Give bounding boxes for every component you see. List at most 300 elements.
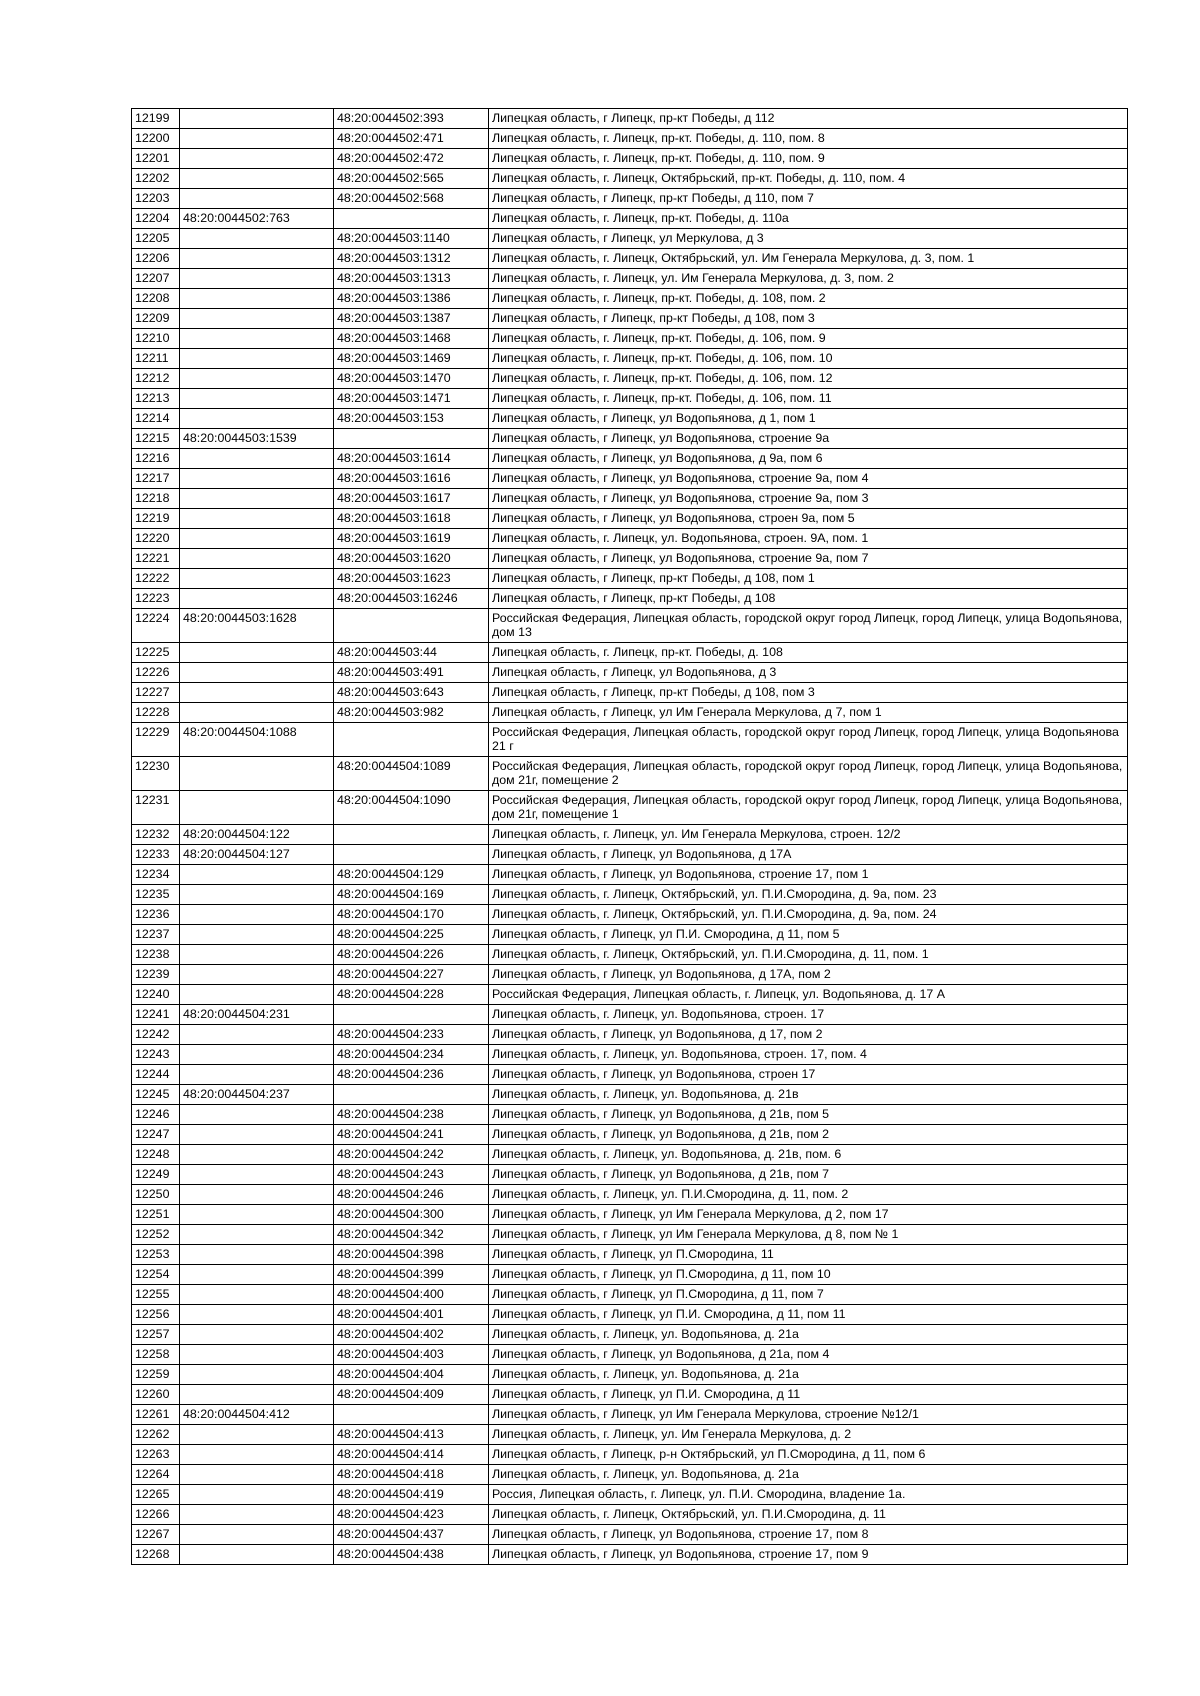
row-number-cell: 12257 (132, 1325, 180, 1345)
table-row (132, 1265, 1128, 1285)
parcel-number-cell (180, 1185, 334, 1205)
object-number-cell: 48:20:0044504:227 (334, 965, 489, 985)
parcel-number-cell (180, 1285, 334, 1305)
parcel-number-cell (180, 1465, 334, 1485)
parcel-number-cell (180, 249, 334, 269)
parcel-number-cell: 48:20:0044504:237 (180, 1085, 334, 1105)
parcel-number-cell (180, 469, 334, 489)
object-number-cell: 48:20:0044504:236 (334, 1065, 489, 1085)
address-cell: Российская Федерация, Липецкая область, городской округ город Липецк, город Липецк, улица Водопьянова 21 г (489, 723, 1128, 757)
row-number-cell: 12226 (132, 663, 180, 683)
table-row (132, 409, 1128, 429)
address-cell: Липецкая область, г. Липецк, Октябрьский, ул. Им Генерала Меркулова, д. 3, пом. 1 (489, 249, 1128, 269)
address-cell: Липецкая область, г Липецк, ул Меркулова, д 3 (489, 229, 1128, 249)
row-number-cell: 12207 (132, 269, 180, 289)
object-number-cell: 48:20:0044503:1312 (334, 249, 489, 269)
table-row (132, 965, 1128, 985)
parcel-number-cell (180, 269, 334, 289)
row-number-cell: 12239 (132, 965, 180, 985)
parcel-number-cell (180, 369, 334, 389)
parcel-number-cell: 48:20:0044504:231 (180, 1005, 334, 1025)
parcel-number-cell (180, 1245, 334, 1265)
parcel-number-cell (180, 129, 334, 149)
address-cell: Липецкая область, г. Липецк, ул. Водопьянова, д. 21в, пом. 6 (489, 1145, 1128, 1165)
parcel-number-cell (180, 289, 334, 309)
object-number-cell (334, 825, 489, 845)
table-row (132, 509, 1128, 529)
parcel-number-cell (180, 865, 334, 885)
parcel-number-cell (180, 1225, 334, 1245)
object-number-cell: 48:20:0044504:437 (334, 1525, 489, 1545)
object-number-cell: 48:20:0044503:1623 (334, 569, 489, 589)
row-number-cell: 12209 (132, 309, 180, 329)
address-cell: Липецкая область, г. Липецк, Октябрьский, ул. П.И.Смородина, д. 11, пом. 1 (489, 945, 1128, 965)
row-number-cell: 12243 (132, 1045, 180, 1065)
address-cell: Липецкая область, г Липецк, ул Водопьянова, строение 17, пом 1 (489, 865, 1128, 885)
object-number-cell: 48:20:0044504:419 (334, 1485, 489, 1505)
address-cell: Липецкая область, г. Липецк, пр-кт. Победы, д. 108 (489, 643, 1128, 663)
table-row (132, 1145, 1128, 1165)
row-number-cell: 12255 (132, 1285, 180, 1305)
row-number-cell: 12227 (132, 683, 180, 703)
address-cell: Липецкая область, г Липецк, пр-кт Победы, д 110, пом 7 (489, 189, 1128, 209)
address-cell: Липецкая область, г Липецк, ул Водопьянова, д 17А (489, 845, 1128, 865)
parcel-number-cell (180, 885, 334, 905)
address-cell: Липецкая область, г Липецк, ул Водопьянова, д 17А, пом 2 (489, 965, 1128, 985)
address-cell: Липецкая область, г. Липецк, ул. Им Генерала Меркулова, д. 3, пом. 2 (489, 269, 1128, 289)
address-cell: Липецкая область, г Липецк, ул Водопьянова, строение 17, пом 8 (489, 1525, 1128, 1545)
parcel-number-cell (180, 1445, 334, 1465)
object-number-cell: 48:20:0044504:438 (334, 1545, 489, 1565)
row-number-cell: 12219 (132, 509, 180, 529)
table-row (132, 249, 1128, 269)
address-cell: Липецкая область, г Липецк, ул Водопьянова, д 21а, пом 4 (489, 1345, 1128, 1365)
parcel-number-cell (180, 1485, 334, 1505)
object-number-cell: 48:20:0044504:226 (334, 945, 489, 965)
table-row (132, 1345, 1128, 1365)
parcel-number-cell (180, 757, 334, 791)
address-cell: Липецкая область, г Липецк, ул Водопьянова, д 17, пом 2 (489, 1025, 1128, 1045)
address-cell: Липецкая область, г. Липецк, пр-кт. Победы, д. 106, пом. 12 (489, 369, 1128, 389)
table-row (132, 1085, 1128, 1105)
address-cell: Липецкая область, г Липецк, ул Водопьянова, строение 9а, пом 3 (489, 489, 1128, 509)
parcel-number-cell (180, 489, 334, 509)
address-cell: Липецкая область, г. Липецк, пр-кт. Победы, д. 110, пом. 9 (489, 149, 1128, 169)
table-body (132, 109, 1128, 1565)
address-cell: Липецкая область, г. Липецк, ул. Водопьянова, д. 21а (489, 1325, 1128, 1345)
parcel-number-cell (180, 1065, 334, 1085)
object-number-cell: 48:20:0044503:1620 (334, 549, 489, 569)
object-number-cell: 48:20:0044503:1471 (334, 389, 489, 409)
object-number-cell: 48:20:0044504:404 (334, 1365, 489, 1385)
row-number-cell: 12200 (132, 129, 180, 149)
address-cell: Липецкая область, г. Липецк, Октябрьский, ул. П.И.Смородина, д. 9а, пом. 23 (489, 885, 1128, 905)
table-row (132, 1485, 1128, 1505)
parcel-number-cell (180, 589, 334, 609)
object-number-cell: 48:20:0044502:471 (334, 129, 489, 149)
table-row (132, 589, 1128, 609)
object-number-cell (334, 1405, 489, 1425)
parcel-number-cell (180, 149, 334, 169)
object-number-cell: 48:20:0044503:1387 (334, 309, 489, 329)
address-cell: Липецкая область, г. Липецк, пр-кт. Победы, д. 110а (489, 209, 1128, 229)
row-number-cell: 12204 (132, 209, 180, 229)
address-cell: Российская Федерация, Липецкая область, городской округ город Липецк, город Липецк, улица Водопьянова, дом 13 (489, 609, 1128, 643)
address-cell: Липецкая область, г Липецк, ул Водопьянова, строение 9а, пом 7 (489, 549, 1128, 569)
row-number-cell: 12250 (132, 1185, 180, 1205)
row-number-cell: 12241 (132, 1005, 180, 1025)
object-number-cell: 48:20:0044504:169 (334, 885, 489, 905)
object-number-cell: 48:20:0044504:423 (334, 1505, 489, 1525)
table-row (132, 1305, 1128, 1325)
object-number-cell: 48:20:0044504:170 (334, 905, 489, 925)
row-number-cell: 12225 (132, 643, 180, 663)
address-cell: Липецкая область, г Липецк, пр-кт Победы, д 108, пом 3 (489, 683, 1128, 703)
address-cell: Липецкая область, г Липецк, пр-кт Победы, д 112 (489, 109, 1128, 129)
row-number-cell: 12252 (132, 1225, 180, 1245)
address-cell: Липецкая область, г. Липецк, ул. Им Генерала Меркулова, д. 2 (489, 1425, 1128, 1445)
table-row (132, 369, 1128, 389)
table-row (132, 449, 1128, 469)
table-row (132, 885, 1128, 905)
table-row (132, 1105, 1128, 1125)
parcel-number-cell (180, 349, 334, 369)
table-row (132, 845, 1128, 865)
table-row (132, 643, 1128, 663)
row-number-cell: 12260 (132, 1385, 180, 1405)
object-number-cell: 48:20:0044504:241 (334, 1125, 489, 1145)
row-number-cell: 12261 (132, 1405, 180, 1425)
parcel-number-cell (180, 925, 334, 945)
table-row (132, 757, 1128, 791)
object-number-cell: 48:20:0044503:153 (334, 409, 489, 429)
row-number-cell: 12206 (132, 249, 180, 269)
table-row (132, 1425, 1128, 1445)
object-number-cell: 48:20:0044504:1089 (334, 757, 489, 791)
address-cell: Липецкая область, г. Липецк, пр-кт. Победы, д. 108, пом. 2 (489, 289, 1128, 309)
parcel-number-cell (180, 449, 334, 469)
parcel-number-cell (180, 229, 334, 249)
table-row (132, 149, 1128, 169)
row-number-cell: 12248 (132, 1145, 180, 1165)
table-row (132, 469, 1128, 489)
address-cell: Липецкая область, г Липецк, ул Водопьянова, д 21в, пом 2 (489, 1125, 1128, 1145)
address-cell: Липецкая область, г Липецк, пр-кт Победы, д 108, пом 1 (489, 569, 1128, 589)
row-number-cell: 12256 (132, 1305, 180, 1325)
row-number-cell: 12220 (132, 529, 180, 549)
row-number-cell: 12234 (132, 865, 180, 885)
parcel-number-cell (180, 791, 334, 825)
parcel-number-cell (180, 529, 334, 549)
parcel-number-cell (180, 1265, 334, 1285)
object-number-cell: 48:20:0044504:238 (334, 1105, 489, 1125)
parcel-number-cell (180, 1305, 334, 1325)
address-cell: Липецкая область, г Липецк, ул Водопьянова, д 9а, пом 6 (489, 449, 1128, 469)
object-number-cell: 48:20:0044503:44 (334, 643, 489, 663)
object-number-cell: 48:20:0044503:1616 (334, 469, 489, 489)
object-number-cell: 48:20:0044503:643 (334, 683, 489, 703)
row-number-cell: 12199 (132, 109, 180, 129)
address-cell: Липецкая область, г Липецк, ул Водопьянова, строен 17 (489, 1065, 1128, 1085)
row-number-cell: 12221 (132, 549, 180, 569)
parcel-number-cell (180, 683, 334, 703)
object-number-cell: 48:20:0044504:400 (334, 1285, 489, 1305)
address-cell: Липецкая область, г Липецк, ул Им Генерала Меркулова, д 7, пом 1 (489, 703, 1128, 723)
parcel-number-cell (180, 509, 334, 529)
table-row (132, 1405, 1128, 1425)
table-row (132, 129, 1128, 149)
table-row (132, 1385, 1128, 1405)
object-number-cell (334, 1085, 489, 1105)
table-row (132, 1185, 1128, 1205)
table-row (132, 791, 1128, 825)
address-cell: Липецкая область, г. Липецк, ул. П.И.Смородина, д. 11, пом. 2 (489, 1185, 1128, 1205)
parcel-number-cell: 48:20:0044502:763 (180, 209, 334, 229)
table-row (132, 269, 1128, 289)
address-cell: Липецкая область, г Липецк, ул П.Смородина, д 11, пом 10 (489, 1265, 1128, 1285)
row-number-cell: 12217 (132, 469, 180, 489)
table-row (132, 1325, 1128, 1345)
table-row (132, 1365, 1128, 1385)
address-cell: Липецкая область, г Липецк, ул П.И. Смородина, д 11, пом 5 (489, 925, 1128, 945)
parcel-number-cell: 48:20:0044503:1628 (180, 609, 334, 643)
row-number-cell: 12201 (132, 149, 180, 169)
address-cell: Российская Федерация, Липецкая область, городской округ город Липецк, город Липецк, улица Водопьянова, дом 21г, помещение 2 (489, 757, 1128, 791)
address-cell: Россия, Липецкая область, г. Липецк, ул. П.И. Смородина, владение 1а. (489, 1485, 1128, 1505)
object-number-cell: 48:20:0044504:228 (334, 985, 489, 1005)
object-number-cell: 48:20:0044504:129 (334, 865, 489, 885)
address-cell: Липецкая область, г. Липецк, ул. Водопьянова, строен. 9А, пом. 1 (489, 529, 1128, 549)
object-number-cell: 48:20:0044504:342 (334, 1225, 489, 1245)
object-number-cell: 48:20:0044504:409 (334, 1385, 489, 1405)
row-number-cell: 12266 (132, 1505, 180, 1525)
table-row (132, 1205, 1128, 1225)
object-number-cell: 48:20:0044504:234 (334, 1045, 489, 1065)
address-cell: Липецкая область, г Липецк, ул П.Смородина, 11 (489, 1245, 1128, 1265)
parcel-number-cell (180, 965, 334, 985)
object-number-cell (334, 609, 489, 643)
object-number-cell (334, 845, 489, 865)
address-cell: Липецкая область, г. Липецк, пр-кт. Победы, д. 106, пом. 9 (489, 329, 1128, 349)
table-row (132, 1505, 1128, 1525)
object-number-cell: 48:20:0044504:414 (334, 1445, 489, 1465)
parcel-number-cell (180, 1345, 334, 1365)
row-number-cell: 12205 (132, 229, 180, 249)
table-row (132, 609, 1128, 643)
object-number-cell: 48:20:0044504:233 (334, 1025, 489, 1045)
address-cell: Липецкая область, г Липецк, ул Водопьянова, строение 9а (489, 429, 1128, 449)
address-cell: Российская Федерация, Липецкая область, городской округ город Липецк, город Липецк, улица Водопьянова, дом 21г, помещение 1 (489, 791, 1128, 825)
parcel-number-cell (180, 643, 334, 663)
parcel-number-cell (180, 1105, 334, 1125)
address-cell: Российская Федерация, Липецкая область, г. Липецк, ул. Водопьянова, д. 17 А (489, 985, 1128, 1005)
parcel-number-cell (180, 329, 334, 349)
address-cell: Липецкая область, г Липецк, ул Им Генерала Меркулова, д 8, пом № 1 (489, 1225, 1128, 1245)
row-number-cell: 12258 (132, 1345, 180, 1365)
table-row (132, 489, 1128, 509)
address-cell: Липецкая область, г Липецк, ул Водопьянова, строение 9а, пом 4 (489, 469, 1128, 489)
row-number-cell: 12214 (132, 409, 180, 429)
address-cell: Липецкая область, г. Липецк, ул. Водопьянова, д. 21а (489, 1365, 1128, 1385)
object-number-cell: 48:20:0044502:472 (334, 149, 489, 169)
table-row (132, 229, 1128, 249)
object-number-cell: 48:20:0044504:300 (334, 1205, 489, 1225)
row-number-cell: 12215 (132, 429, 180, 449)
parcel-number-cell (180, 703, 334, 723)
table-row (132, 329, 1128, 349)
address-cell: Липецкая область, г. Липецк, пр-кт. Победы, д. 106, пом. 11 (489, 389, 1128, 409)
table-row (132, 289, 1128, 309)
object-number-cell: 48:20:0044504:399 (334, 1265, 489, 1285)
parcel-number-cell (180, 1325, 334, 1345)
address-cell: Липецкая область, г Липецк, ул Водопьянова, строение 17, пом 9 (489, 1545, 1128, 1565)
table-row (132, 723, 1128, 757)
parcel-number-cell (180, 1545, 334, 1565)
table-row (132, 1225, 1128, 1245)
row-number-cell: 12236 (132, 905, 180, 925)
row-number-cell: 12233 (132, 845, 180, 865)
object-number-cell: 48:20:0044503:1614 (334, 449, 489, 469)
table-row (132, 109, 1128, 129)
table-row (132, 945, 1128, 965)
parcel-number-cell (180, 189, 334, 209)
table-row (132, 529, 1128, 549)
parcel-number-cell (180, 1145, 334, 1165)
row-number-cell: 12254 (132, 1265, 180, 1285)
row-number-cell: 12229 (132, 723, 180, 757)
object-number-cell (334, 1005, 489, 1025)
address-cell: Липецкая область, г. Липецк, Октябрьский, ул. П.И.Смородина, д. 9а, пом. 24 (489, 905, 1128, 925)
row-number-cell: 12251 (132, 1205, 180, 1225)
table-row (132, 1465, 1128, 1485)
table-row (132, 389, 1128, 409)
row-number-cell: 12264 (132, 1465, 180, 1485)
row-number-cell: 12228 (132, 703, 180, 723)
object-number-cell: 48:20:0044503:491 (334, 663, 489, 683)
row-number-cell: 12232 (132, 825, 180, 845)
table-row (132, 1165, 1128, 1185)
parcel-number-cell (180, 409, 334, 429)
table-row (132, 663, 1128, 683)
table-row (132, 925, 1128, 945)
parcel-number-cell (180, 1165, 334, 1185)
table-row (132, 189, 1128, 209)
parcel-number-cell (180, 1385, 334, 1405)
parcel-number-cell (180, 945, 334, 965)
object-number-cell: 48:20:0044503:982 (334, 703, 489, 723)
row-number-cell: 12216 (132, 449, 180, 469)
object-number-cell: 48:20:0044502:565 (334, 169, 489, 189)
table-row (132, 1065, 1128, 1085)
row-number-cell: 12245 (132, 1085, 180, 1105)
address-cell: Липецкая область, г. Липецк, Октябрьский, пр-кт. Победы, д. 110, пом. 4 (489, 169, 1128, 189)
address-cell: Липецкая область, г Липецк, ул Водопьянова, д 1, пом 1 (489, 409, 1128, 429)
parcel-number-cell (180, 1365, 334, 1385)
address-cell: Липецкая область, г. Липецк, пр-кт. Победы, д. 110, пом. 8 (489, 129, 1128, 149)
parcel-number-cell (180, 905, 334, 925)
table-row (132, 549, 1128, 569)
object-number-cell: 48:20:0044504:413 (334, 1425, 489, 1445)
table-row (132, 985, 1128, 1005)
parcel-number-cell: 48:20:0044504:127 (180, 845, 334, 865)
address-cell: Липецкая область, г Липецк, ул Водопьянова, д 21в, пом 7 (489, 1165, 1128, 1185)
row-number-cell: 12218 (132, 489, 180, 509)
row-number-cell: 12211 (132, 349, 180, 369)
parcel-number-cell (180, 169, 334, 189)
row-number-cell: 12202 (132, 169, 180, 189)
object-number-cell: 48:20:0044503:1313 (334, 269, 489, 289)
address-cell: Липецкая область, г Липецк, ул Водопьянова, д 3 (489, 663, 1128, 683)
address-cell: Липецкая область, г Липецк, ул П.Смородина, д 11, пом 7 (489, 1285, 1128, 1305)
table-row (132, 905, 1128, 925)
row-number-cell: 12224 (132, 609, 180, 643)
parcel-number-cell (180, 389, 334, 409)
row-number-cell: 12267 (132, 1525, 180, 1545)
parcel-number-cell: 48:20:0044503:1539 (180, 429, 334, 449)
object-number-cell: 48:20:0044504:246 (334, 1185, 489, 1205)
row-number-cell: 12231 (132, 791, 180, 825)
row-number-cell: 12263 (132, 1445, 180, 1465)
object-number-cell: 48:20:0044503:1386 (334, 289, 489, 309)
row-number-cell: 12244 (132, 1065, 180, 1085)
object-number-cell: 48:20:0044503:1619 (334, 529, 489, 549)
row-number-cell: 12259 (132, 1365, 180, 1385)
table-row (132, 825, 1128, 845)
object-number-cell (334, 429, 489, 449)
parcel-number-cell: 48:20:0044504:122 (180, 825, 334, 845)
parcel-number-cell (180, 1205, 334, 1225)
row-number-cell: 12208 (132, 289, 180, 309)
object-number-cell: 48:20:0044503:1470 (334, 369, 489, 389)
parcel-number-cell (180, 569, 334, 589)
parcel-number-cell (180, 985, 334, 1005)
cadastral-table (131, 108, 1128, 1565)
row-number-cell: 12213 (132, 389, 180, 409)
row-number-cell: 12242 (132, 1025, 180, 1045)
object-number-cell: 48:20:0044502:393 (334, 109, 489, 129)
row-number-cell: 12230 (132, 757, 180, 791)
row-number-cell: 12212 (132, 369, 180, 389)
table-row (132, 169, 1128, 189)
table-row (132, 1125, 1128, 1145)
row-number-cell: 12210 (132, 329, 180, 349)
parcel-number-cell (180, 1525, 334, 1545)
object-number-cell: 48:20:0044504:418 (334, 1465, 489, 1485)
row-number-cell: 12235 (132, 885, 180, 905)
row-number-cell: 12262 (132, 1425, 180, 1445)
address-cell: Липецкая область, г. Липецк, ул. Водопьянова, строен. 17, пом. 4 (489, 1045, 1128, 1065)
object-number-cell: 48:20:0044502:568 (334, 189, 489, 209)
object-number-cell: 48:20:0044503:1468 (334, 329, 489, 349)
object-number-cell (334, 723, 489, 757)
row-number-cell: 12265 (132, 1485, 180, 1505)
row-number-cell: 12222 (132, 569, 180, 589)
address-cell: Липецкая область, г Липецк, ул Им Генерала Меркулова, строение №12/1 (489, 1405, 1128, 1425)
table-row (132, 865, 1128, 885)
table-row (132, 1445, 1128, 1465)
table-row (132, 349, 1128, 369)
table-row (132, 1285, 1128, 1305)
address-cell: Липецкая область, г Липецк, пр-кт Победы, д 108, пом 3 (489, 309, 1128, 329)
object-number-cell: 48:20:0044504:1090 (334, 791, 489, 825)
parcel-number-cell (180, 1045, 334, 1065)
address-cell: Липецкая область, г Липецк, ул Водопьянова, строен 9а, пом 5 (489, 509, 1128, 529)
address-cell: Липецкая область, г Липецк, ул П.И. Смородина, д 11 (489, 1385, 1128, 1405)
object-number-cell: 48:20:0044504:402 (334, 1325, 489, 1345)
table-row (132, 1025, 1128, 1045)
address-cell: Липецкая область, г Липецк, ул Им Генерала Меркулова, д 2, пом 17 (489, 1205, 1128, 1225)
object-number-cell: 48:20:0044503:1469 (334, 349, 489, 369)
